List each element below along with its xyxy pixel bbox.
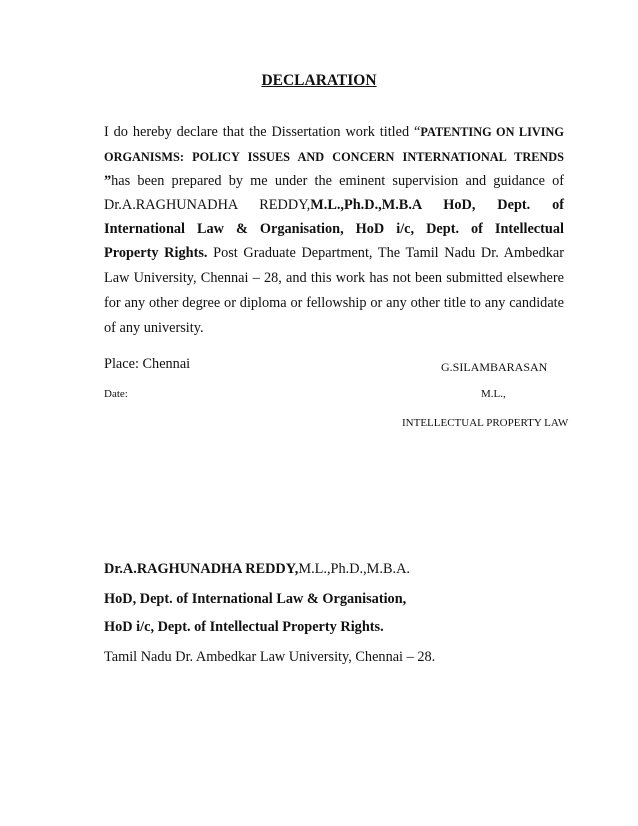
supervisor-name: Dr.A.RAGHUNADHA REDDY, — [104, 561, 299, 577]
supervisor-designation-inline: M.L.,Ph.D.,M.B.A HoD, Dept. of — [310, 197, 564, 213]
supervisor-position — [104, 591, 406, 608]
department-name-inline: Property Rights. — [104, 245, 208, 261]
paragraph-line-7: Law University, Chennai – 28, and this work has not been submitted elsewhere — [104, 270, 564, 286]
candidate-name: G.SILAMBARASAN — [441, 360, 548, 374]
paragraph-text: Post Graduate Department, The Tamil Nadu Dr. Ambedkar — [207, 245, 564, 261]
paragraph-text: I do hereby declare that the Dissertation work titled “ — [104, 124, 421, 140]
university-address: Tamil Nadu Dr. Ambedkar Law University, Chennai – 28. — [104, 649, 436, 665]
supervisor-additional-charge: HoD i/c, Dept. of Intellectual Property Rights. — [104, 619, 384, 635]
paragraph-line-1 — [104, 124, 564, 141]
supervisor-qualifications: M.L.,Ph.D.,M.B.A. — [298, 561, 410, 577]
paragraph-line-8: for any other degree or diploma or fellowship or any other title to any candidate — [104, 295, 564, 311]
dissertation-title-line-2: ORGANISMS: POLICY ISSUES AND CONCERN INTERNATIONAL TRENDS — [104, 150, 564, 164]
paragraph-line-9: of any university. — [104, 320, 204, 336]
paragraph-line-3 — [104, 173, 564, 190]
supervisor-name-line — [104, 561, 410, 578]
candidate-degree: M.L., — [481, 388, 506, 400]
dissertation-title: PATENTING ON LIVING — [420, 125, 564, 139]
place-label: Place: Chennai — [104, 356, 191, 372]
paragraph-line-6 — [104, 245, 564, 262]
candidate-specialisation: INTELLECTUAL PROPERTY LAW — [402, 417, 569, 429]
date-label: Date: — [104, 388, 128, 400]
paragraph-text: has been prepared by me under the eminent supervision and guidance of — [111, 173, 564, 189]
paragraph-line-4 — [104, 197, 564, 214]
supervisor-position-text: HoD, Dept. of International Law & Organisation, — [104, 591, 407, 607]
paragraph-line-5: International Law & Organisation, HoD i/c, Dept. of Intellectual — [104, 221, 564, 237]
page-title: DECLARATION — [261, 72, 377, 89]
closing-quote: ” — [104, 173, 112, 189]
supervisor-name-inline: Dr.A.RAGHUNADHA REDDY, — [104, 197, 311, 213]
